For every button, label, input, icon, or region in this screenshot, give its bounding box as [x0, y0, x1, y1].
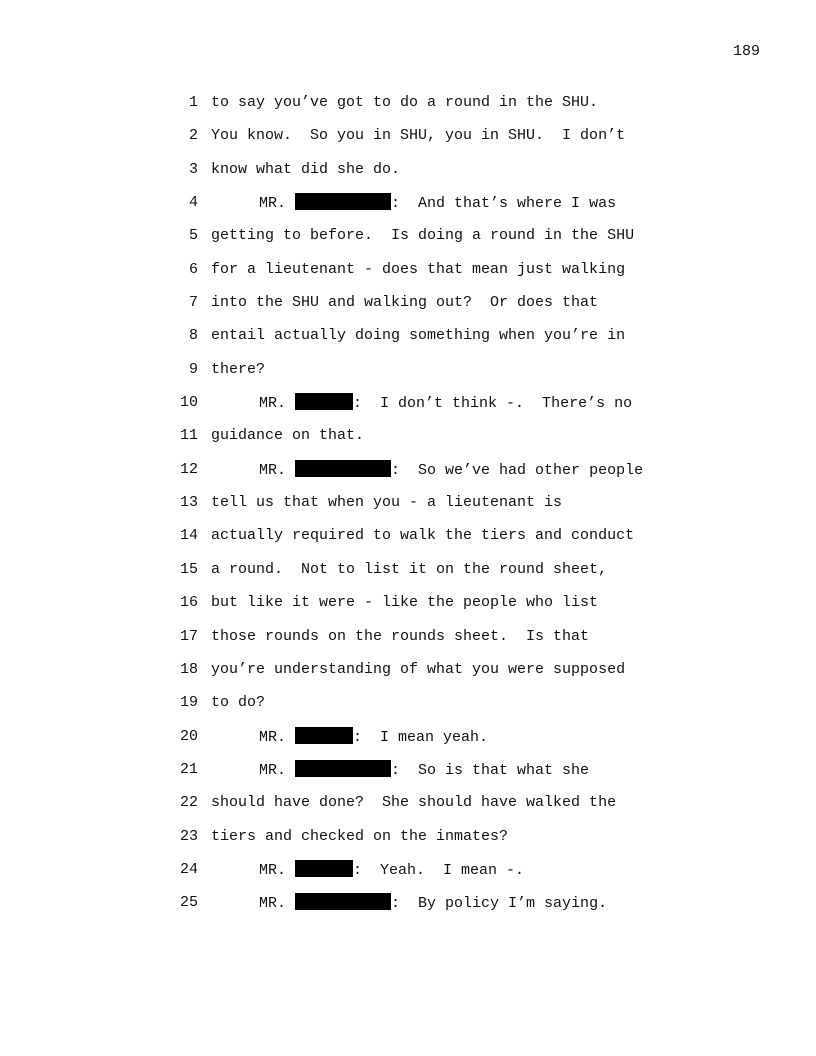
line-number: 17 [179, 627, 198, 645]
transcript-line [0, 793, 816, 826]
transcript-line [0, 426, 816, 459]
redaction-bar [295, 893, 391, 910]
speaker-turn [259, 760, 589, 781]
line-number: 3 [188, 160, 198, 178]
line-number: 19 [179, 694, 198, 712]
redaction-bar [295, 393, 353, 410]
line-text: but like it were - like the people who list [211, 594, 599, 612]
transcript-line [0, 760, 816, 793]
transcript-line [0, 827, 816, 860]
line-number: 12 [179, 460, 198, 478]
line-text: to do? [211, 694, 266, 712]
line-text: : So is that what she [391, 761, 590, 779]
line-text: those rounds on the rounds sheet. Is that [211, 627, 590, 645]
transcript-line [0, 893, 816, 926]
line-text: into the SHU and walking out? Or does that [211, 294, 599, 312]
speaker-title: MR. [259, 861, 287, 879]
line-number: 14 [179, 527, 198, 545]
speaker-turn [259, 860, 524, 881]
transcript-line [0, 326, 816, 359]
line-number: 4 [188, 194, 198, 212]
line-number: 10 [179, 394, 198, 412]
line-number: 15 [179, 560, 198, 578]
line-number: 1 [188, 94, 198, 111]
line-text: tell us that when you - a lieutenant is [211, 494, 563, 512]
line-text: actually required to walk the tiers and conduct [211, 527, 635, 545]
line-text: tiers and checked on the inmates? [211, 827, 509, 845]
line-number: 25 [179, 894, 198, 912]
line-number: 24 [179, 860, 198, 878]
line-number: 5 [188, 227, 198, 245]
line-text: You know. So you in SHU, you in SHU. I don’t [211, 127, 626, 145]
transcript-line [0, 526, 816, 559]
line-number: 2 [188, 127, 198, 145]
transcript-line [0, 160, 816, 193]
speaker-turn [259, 393, 632, 414]
line-text: to say you’ve got to do a round in the SHU. [211, 94, 599, 111]
transcript-line [0, 493, 816, 526]
line-text: : So we’ve had other people [391, 461, 644, 479]
transcript-body [0, 93, 816, 927]
line-text: you’re understanding of what you were supposed [211, 660, 626, 678]
line-text: entail actually doing something when you’re in [211, 327, 626, 345]
redaction-bar [295, 193, 391, 210]
line-text: : I mean yeah. [353, 728, 489, 746]
line-number: 18 [179, 660, 198, 678]
line-number: 16 [179, 594, 198, 612]
transcript-line [0, 193, 816, 226]
speaker-title: MR. [259, 461, 287, 479]
redaction-bar [295, 727, 353, 744]
transcript-line [0, 593, 816, 626]
speaker-turn [259, 727, 488, 748]
line-text: know what did she do. [211, 160, 401, 178]
speaker-turn [259, 193, 616, 214]
line-text: getting to before. Is doing a round in the SHU [211, 227, 635, 245]
line-text: for a lieutenant - does that mean just walking [211, 260, 626, 278]
line-number: 20 [179, 727, 198, 745]
redaction-bar [295, 460, 391, 477]
speaker-turn [259, 893, 607, 914]
transcript-line [0, 293, 816, 326]
line-text: should have done? She should have walked the [211, 794, 617, 812]
transcript-line [0, 260, 816, 293]
transcript-line [0, 126, 816, 159]
transcript-line [0, 660, 816, 693]
line-text: there? [211, 360, 266, 378]
transcript-line [0, 693, 816, 726]
line-text: : By policy I’m saying. [391, 895, 608, 913]
line-text: : I don’t think -. There’s no [353, 395, 633, 413]
transcript-line [0, 93, 816, 126]
redaction-bar [295, 860, 353, 877]
speaker-title: MR. [259, 395, 287, 413]
speaker-title: MR. [259, 761, 287, 779]
transcript-line [0, 627, 816, 660]
transcript-line [0, 393, 816, 426]
transcript-line [0, 460, 816, 493]
line-number: 23 [179, 827, 198, 845]
line-number: 11 [179, 427, 198, 445]
transcript-line [0, 360, 816, 393]
page-number: 189 [733, 43, 761, 60]
transcript-line [0, 727, 816, 760]
line-text: a round. Not to list it on the round sheet, [211, 560, 608, 578]
speaker-title: MR. [259, 728, 287, 746]
line-number: 8 [188, 327, 198, 345]
speaker-title: MR. [259, 895, 287, 913]
transcript-line [0, 560, 816, 593]
line-number: 7 [188, 294, 198, 312]
line-text: : Yeah. I mean -. [353, 861, 525, 879]
transcript-line [0, 226, 816, 259]
line-number: 13 [179, 494, 198, 512]
speaker-title: MR. [259, 195, 287, 213]
line-number: 22 [179, 794, 198, 812]
redaction-bar [295, 760, 391, 777]
line-number: 6 [188, 260, 198, 278]
line-text: : And that’s where I was [391, 195, 617, 213]
line-number: 21 [179, 760, 198, 778]
transcript-line [0, 860, 816, 893]
line-text: guidance on that. [211, 427, 365, 445]
speaker-turn [259, 460, 643, 481]
line-number: 9 [188, 360, 198, 378]
